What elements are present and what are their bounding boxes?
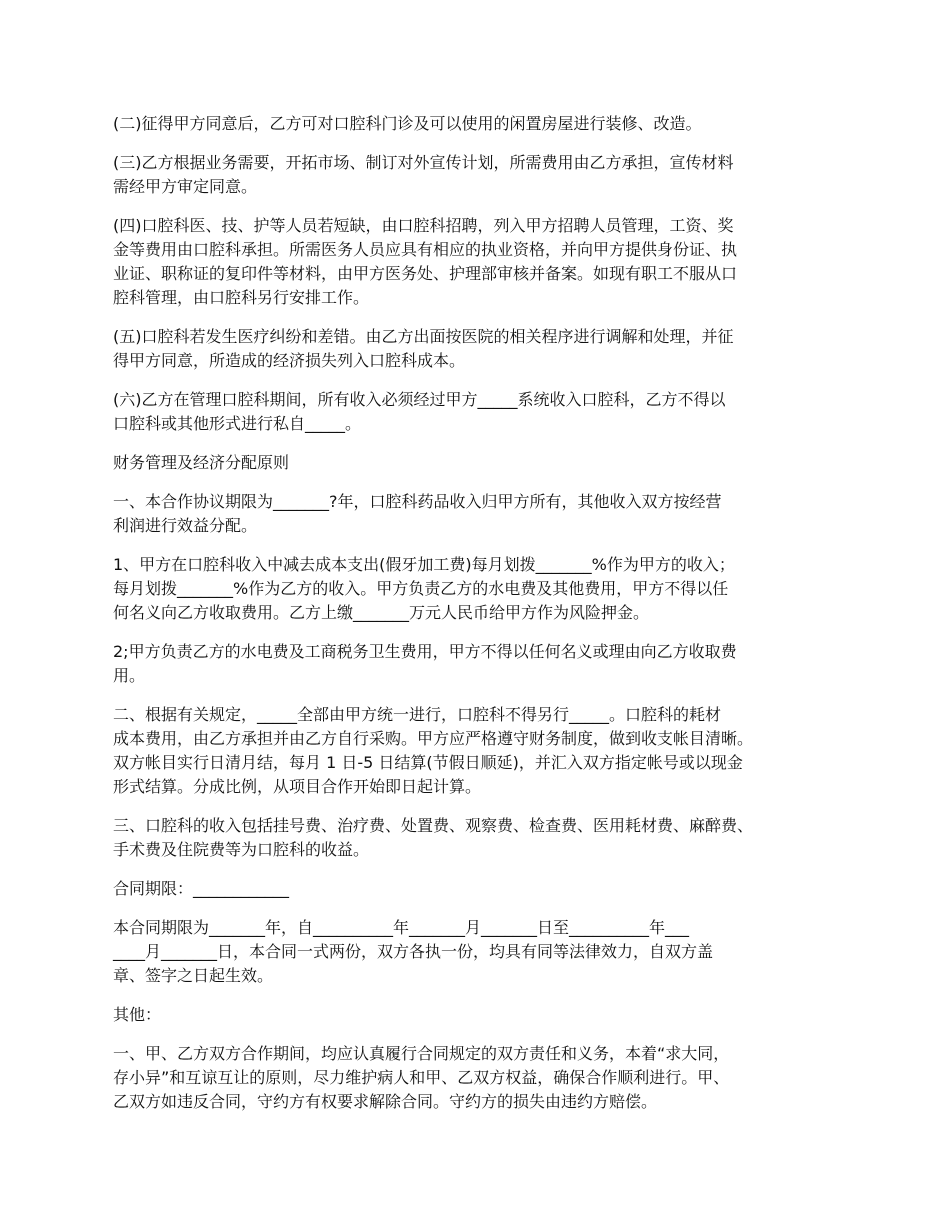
contract-term-label: [113, 877, 858, 901]
section-heading: 其他：: [113, 1005, 162, 1024]
paragraph-line: 手术费及住院费等为口腔科的收益。: [113, 840, 370, 859]
paragraph-line: 业证、职称证的复印件等材料，由甲方医务处、护理部审核并备案。如现有职工不服从口: [113, 264, 738, 283]
section-heading-other: [113, 1003, 858, 1027]
paragraph-marketing: [113, 151, 858, 199]
paragraph-line: 一、甲、乙方双方合作期间，均应认真履行合同规定的双方责任和义务，本着“求大同，: [113, 1044, 730, 1063]
paragraph-allocation: [113, 553, 858, 625]
paragraph-line: 合同期限：____________: [113, 879, 290, 898]
paragraph-revenue-scope: [113, 814, 858, 862]
paragraph-line: 口腔科或其他形式进行私自_____。: [113, 414, 362, 433]
paragraph-utilities: [113, 640, 858, 688]
paragraph-staffing: [113, 214, 858, 310]
paragraph-line: 三、口腔科的收入包括挂号费、治疗费、处置费、观察费、检查费、医用耗材费、麻醉费、: [113, 816, 754, 835]
paragraph-line: 形式结算。分成比例，从项目合作开始即日起计算。: [113, 777, 482, 796]
paragraph-line: 得甲方同意，所造成的经济损失列入口腔科成本。: [113, 351, 466, 370]
paragraph-line: 存小异”和互谅互让的原则，尽力维护病人和甲、乙双方权益，确保合作顺利进行。甲、: [113, 1068, 730, 1087]
paragraph-line: 乙双方如违反合同，守约方有权要求解除合同。守约方的损失由违约方赔偿。: [113, 1092, 658, 1111]
paragraph-accounting: [113, 703, 858, 799]
paragraph-disputes: [113, 325, 858, 373]
paragraph-line: 腔科管理，由口腔科另行安排工作。: [113, 288, 370, 307]
paragraph-line: (五)口腔科若发生医疗纠纷和差错。由乙方出面按医院的相关程序进行调解和处理，并征: [113, 327, 734, 346]
paragraph-line: 二、根据有关规定，_____全部由甲方统一进行，口腔科不得另行_____。口腔科的耗材: [113, 705, 722, 724]
document-body: [113, 112, 858, 1129]
paragraph-line: (六)乙方在管理口腔科期间，所有收入必须经过甲方_____系统收入口腔科，乙方不得以: [113, 390, 726, 409]
paragraph-line: (三)乙方根据业务需要，开拓市场、制订对外宣传计划，所需费用由乙方承担，宣传材料: [113, 153, 734, 172]
paragraph-line: 本合同期限为_______年，自__________年_______月_______日至__________年___: [113, 918, 690, 937]
paragraph-line: 双方帐目实行日清月结，每月 1 日-5 日结算(节假日顺延)，并汇入双方指定帐号或以现金: [113, 753, 743, 772]
paragraph-cooperation: [113, 1042, 858, 1114]
paragraph-contract-period: [113, 916, 858, 988]
paragraph-income-system: [113, 388, 858, 436]
paragraph-line: ____月_______日，本合同一式两份，双方各执一份，均具有同等法律效力，自双方盖: [113, 942, 714, 961]
section-heading: 财务管理及经济分配原则: [113, 453, 290, 472]
paragraph-line: 2;甲方负责乙方的水电费及工商税务卫生费用，甲方不得以任何名义或理由向乙方收取费: [113, 642, 737, 661]
paragraph-line: 何名义向乙方收取费用。乙方上缴_______万元人民币给甲方作为风险押金。: [113, 603, 650, 622]
paragraph-line: 需经甲方审定同意。: [113, 177, 258, 196]
paragraph-line: 成本费用，由乙方承担并由乙方自行采购。甲方应严格遵守财务制度，做到收支帐目清晰。: [113, 729, 754, 748]
section-heading-finance: [113, 451, 858, 475]
paragraph-line: (二)征得甲方同意后，乙方可对口腔科门诊及可以使用的闲置房屋进行装修、改造。: [113, 114, 702, 133]
paragraph-line: 利润进行效益分配。: [113, 516, 258, 535]
paragraph-line: 每月划拨_______%作为乙方的收入。甲方负责乙方的水电费及其他费用，甲方不得以任: [113, 579, 729, 598]
paragraph-term-and-profit: [113, 490, 858, 538]
paragraph-renovation: [113, 112, 858, 136]
paragraph-line: 金等费用由口腔科承担。所需医务人员应具有相应的执业资格，并向甲方提供身份证、执: [113, 240, 738, 259]
paragraph-line: 章、签字之日起生效。: [113, 966, 274, 985]
paragraph-line: 1、甲方在口腔科收入中减去成本支出(假牙加工费)每月划拨_______%作为甲方的收入；: [113, 555, 735, 574]
paragraph-line: (四)口腔科医、技、护等人员若短缺，由口腔科招聘，列入甲方招聘人员管理，工资、奖: [113, 216, 734, 235]
paragraph-line: 一、本合作协议期限为_______?年，口腔科药品收入归甲方所有，其他收入双方按经营: [113, 492, 722, 511]
paragraph-line: 用。: [113, 666, 146, 685]
